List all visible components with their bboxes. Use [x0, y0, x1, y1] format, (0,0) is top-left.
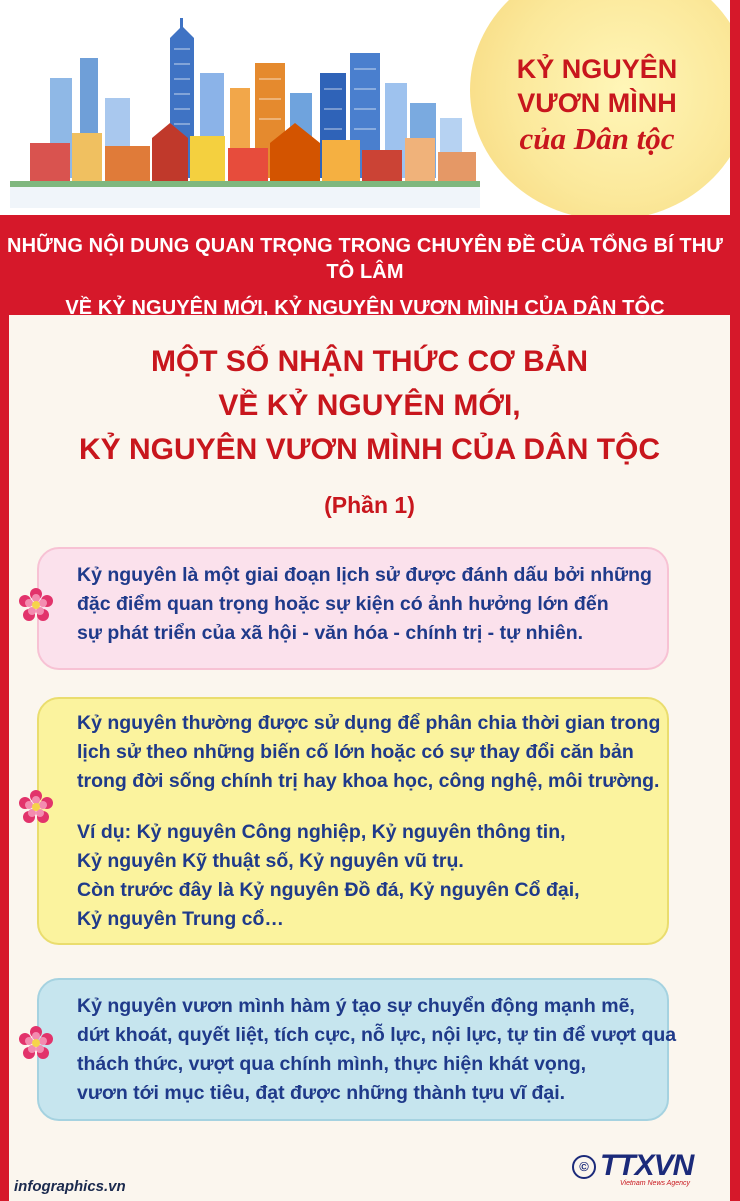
- box2-line: trong đời sống chính trị hay khoa học, công nghệ, môi trường.: [77, 770, 660, 792]
- ttxvn-logo: TTXVN: [600, 1149, 694, 1182]
- box2-example-line: Kỷ nguyên Trung cổ…: [77, 908, 284, 930]
- box2-example-line: Kỷ nguyên Kỹ thuật số, Kỷ nguyên vũ trụ.: [77, 850, 464, 872]
- box3-line: vươn tới mục tiêu, đạt được những thành tựu vĩ đại.: [77, 1082, 566, 1104]
- main-heading-line1: MỘT SỐ NHẬN THỨC CƠ BẢN: [150, 345, 589, 378]
- box2-example-line: Ví dụ: Kỷ nguyên Công nghiệp, Kỷ nguyên thông tin,: [77, 821, 566, 843]
- left-red-border: [0, 315, 9, 1201]
- box2-example-line: Còn trước đây là Kỷ nguyên Đồ đá, Kỷ nguyên Cổ đại,: [77, 879, 580, 901]
- lotus-flower-icon: [18, 587, 54, 623]
- city-skyline-illustration: [10, 18, 480, 208]
- hero-title-line3: của Dân tộc: [519, 121, 675, 156]
- lotus-flower-icon: [18, 789, 54, 825]
- banner-line1: NHỮNG NỘI DUNG QUAN TRỌNG TRONG CHUYÊN ĐỀ CỦA TỔNG BÍ THƯ TÔ LÂM: [7, 235, 723, 283]
- part-label: (Phần 1): [324, 492, 415, 518]
- footer-site-name: infographics.vn: [14, 1178, 126, 1195]
- hero-title: [482, 52, 712, 158]
- lotus-flower-icon: [18, 1025, 54, 1061]
- ttxvn-logo-subtitle: Vietnam News Agency: [620, 1180, 691, 1187]
- rise-box-blue: [37, 978, 677, 1121]
- red-banner: [0, 215, 730, 319]
- main-heading: [9, 340, 730, 520]
- box2-line: Kỷ nguyên thường được sử dụng để phân chia thời gian trong: [77, 712, 661, 734]
- hero-title-line2: VƯƠN MÌNH: [517, 88, 677, 118]
- box2-line: lịch sử theo những biến cố lớn hoặc có sự thay đổi căn bản: [77, 741, 634, 763]
- box3-line: Kỷ nguyên vươn mình hàm ý tạo sự chuyển động mạnh mẽ,: [77, 995, 635, 1017]
- banner-line2: VỀ KỶ NGUYÊN MỚI, KỶ NGUYÊN VƯƠN MÌNH CỦA DÂN TỘC: [65, 297, 665, 319]
- box3-line: thách thức, vượt qua chính mình, thực hiện khát vọng,: [77, 1053, 587, 1075]
- copyright-icon: ©: [572, 1155, 596, 1179]
- box1-line: sự phát triển của xã hội - văn hóa - chính trị - tự nhiên.: [77, 622, 584, 644]
- right-red-border: [730, 0, 740, 1201]
- hero-section: [0, 0, 730, 215]
- definition-box-pink: [37, 547, 669, 670]
- box1-line: đặc điểm quan trọng hoặc sự kiện có ảnh hưởng lớn đến: [77, 593, 609, 615]
- usage-box-yellow: [37, 697, 669, 945]
- box3-line: dứt khoát, quyết liệt, tích cực, nỗ lực, nội lực, tự tin để vượt qua: [77, 1024, 677, 1046]
- main-heading-line2: VỀ KỶ NGUYÊN MỚI,: [218, 389, 521, 422]
- hero-title-line1: KỶ NGUYÊN: [516, 54, 678, 84]
- paragraph-gap: [77, 796, 647, 818]
- main-heading-line3: KỶ NGUYÊN VƯƠN MÌNH CỦA DÂN TỘC: [78, 433, 661, 466]
- box1-line: Kỷ nguyên là một giai đoạn lịch sử được đánh dấu bởi những: [77, 564, 652, 586]
